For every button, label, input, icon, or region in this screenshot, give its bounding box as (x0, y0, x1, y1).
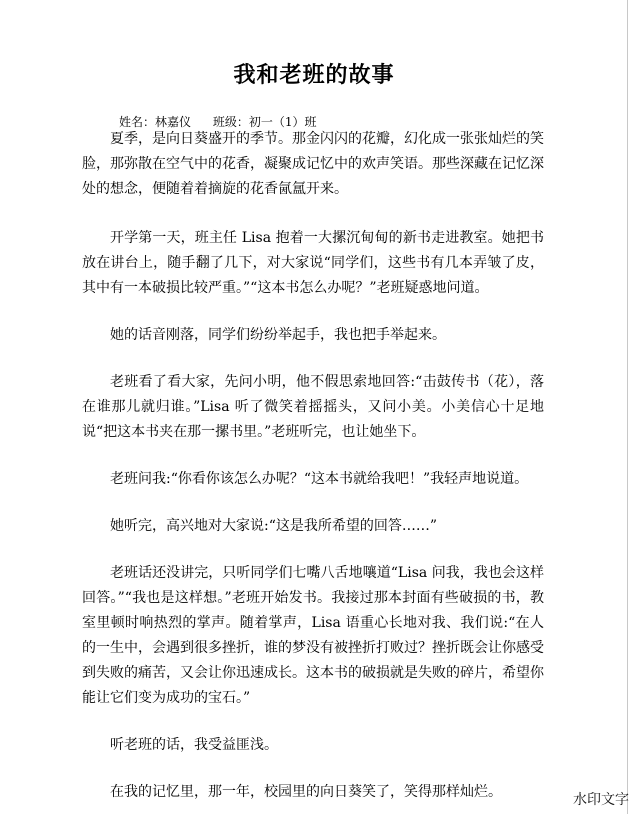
student-name: 姓名：林嘉仪 (119, 115, 192, 129)
paragraph-8: 听老班的话，我受益匪浅。 (110, 737, 278, 753)
watermark-text: 水印文字 (573, 792, 629, 808)
paragraph-7: 老班话还没讲完，只听同学们七嘴八舌地嚷道“Lisa 问我，我也会这样回答。”“我也是这样想。”老班开始发书。我接过那本封面有些破损的书，教室里顿时响热烈的掌声。随着掌声，Lisa 语重心长地对我、我们说:“在人的一生中，会遇到很多挫折，谁的梦没有被挫折打败过？挫折既会让你感受到失败的痛苦，又会让你迅速成长。这本书的破损就是失败的碎片，希望你能让它们变为成功的宝石。” (82, 565, 544, 706)
paragraph-9: 在我的记忆里，那一年，校园里的向日葵笑了，笑得那样灿烂。 (110, 784, 502, 800)
paragraph-2: 开学第一天，班主任 Lisa 抱着一大摞沉甸甸的新书走进教室。她把书放在讲台上，随手翻了几下，对大家说“同学们，这些书有几本弄皱了皮，其中有一本破损比较严重。”“这本书怎么办呢？”老班疑惑地问道。 (82, 230, 544, 296)
essay-body (82, 127, 544, 827)
document-title: 我和老班的故事 (233, 62, 395, 88)
paragraph-3: 她的话音刚落，同学们纷纷举起手，我也把手举起来。 (110, 327, 446, 343)
paragraph-5: 老班问我:“你看你该怎么办呢？“这本书就给我吧！”我轻声地说道。 (110, 471, 529, 487)
paragraph-1: 夏季，是向日葵盛开的季节。那金闪闪的花瓣，幻化成一张张灿烂的笑脸，那弥散在空气中的花香，凝聚成记忆中的欢声笑语。那些深藏在记忆深处的想念，便随着着摘旋的花香氤氲开来。 (82, 131, 544, 197)
paragraph-4: 老班看了看大家，先问小明，他不假思索地回答:“击鼓传书（花），落在谁那儿就归谁。”Lisa 听了微笑着摇摇头，又问小美。小美信心十足地说“把这本书夹在那一摞书里。”老班听完，也让她坐下。 (82, 374, 544, 440)
student-class: 班级：初一（1）班 (212, 115, 317, 129)
paragraph-6: 她听完，高兴地对大家说:“这是我所希望的回答……” (110, 518, 438, 534)
